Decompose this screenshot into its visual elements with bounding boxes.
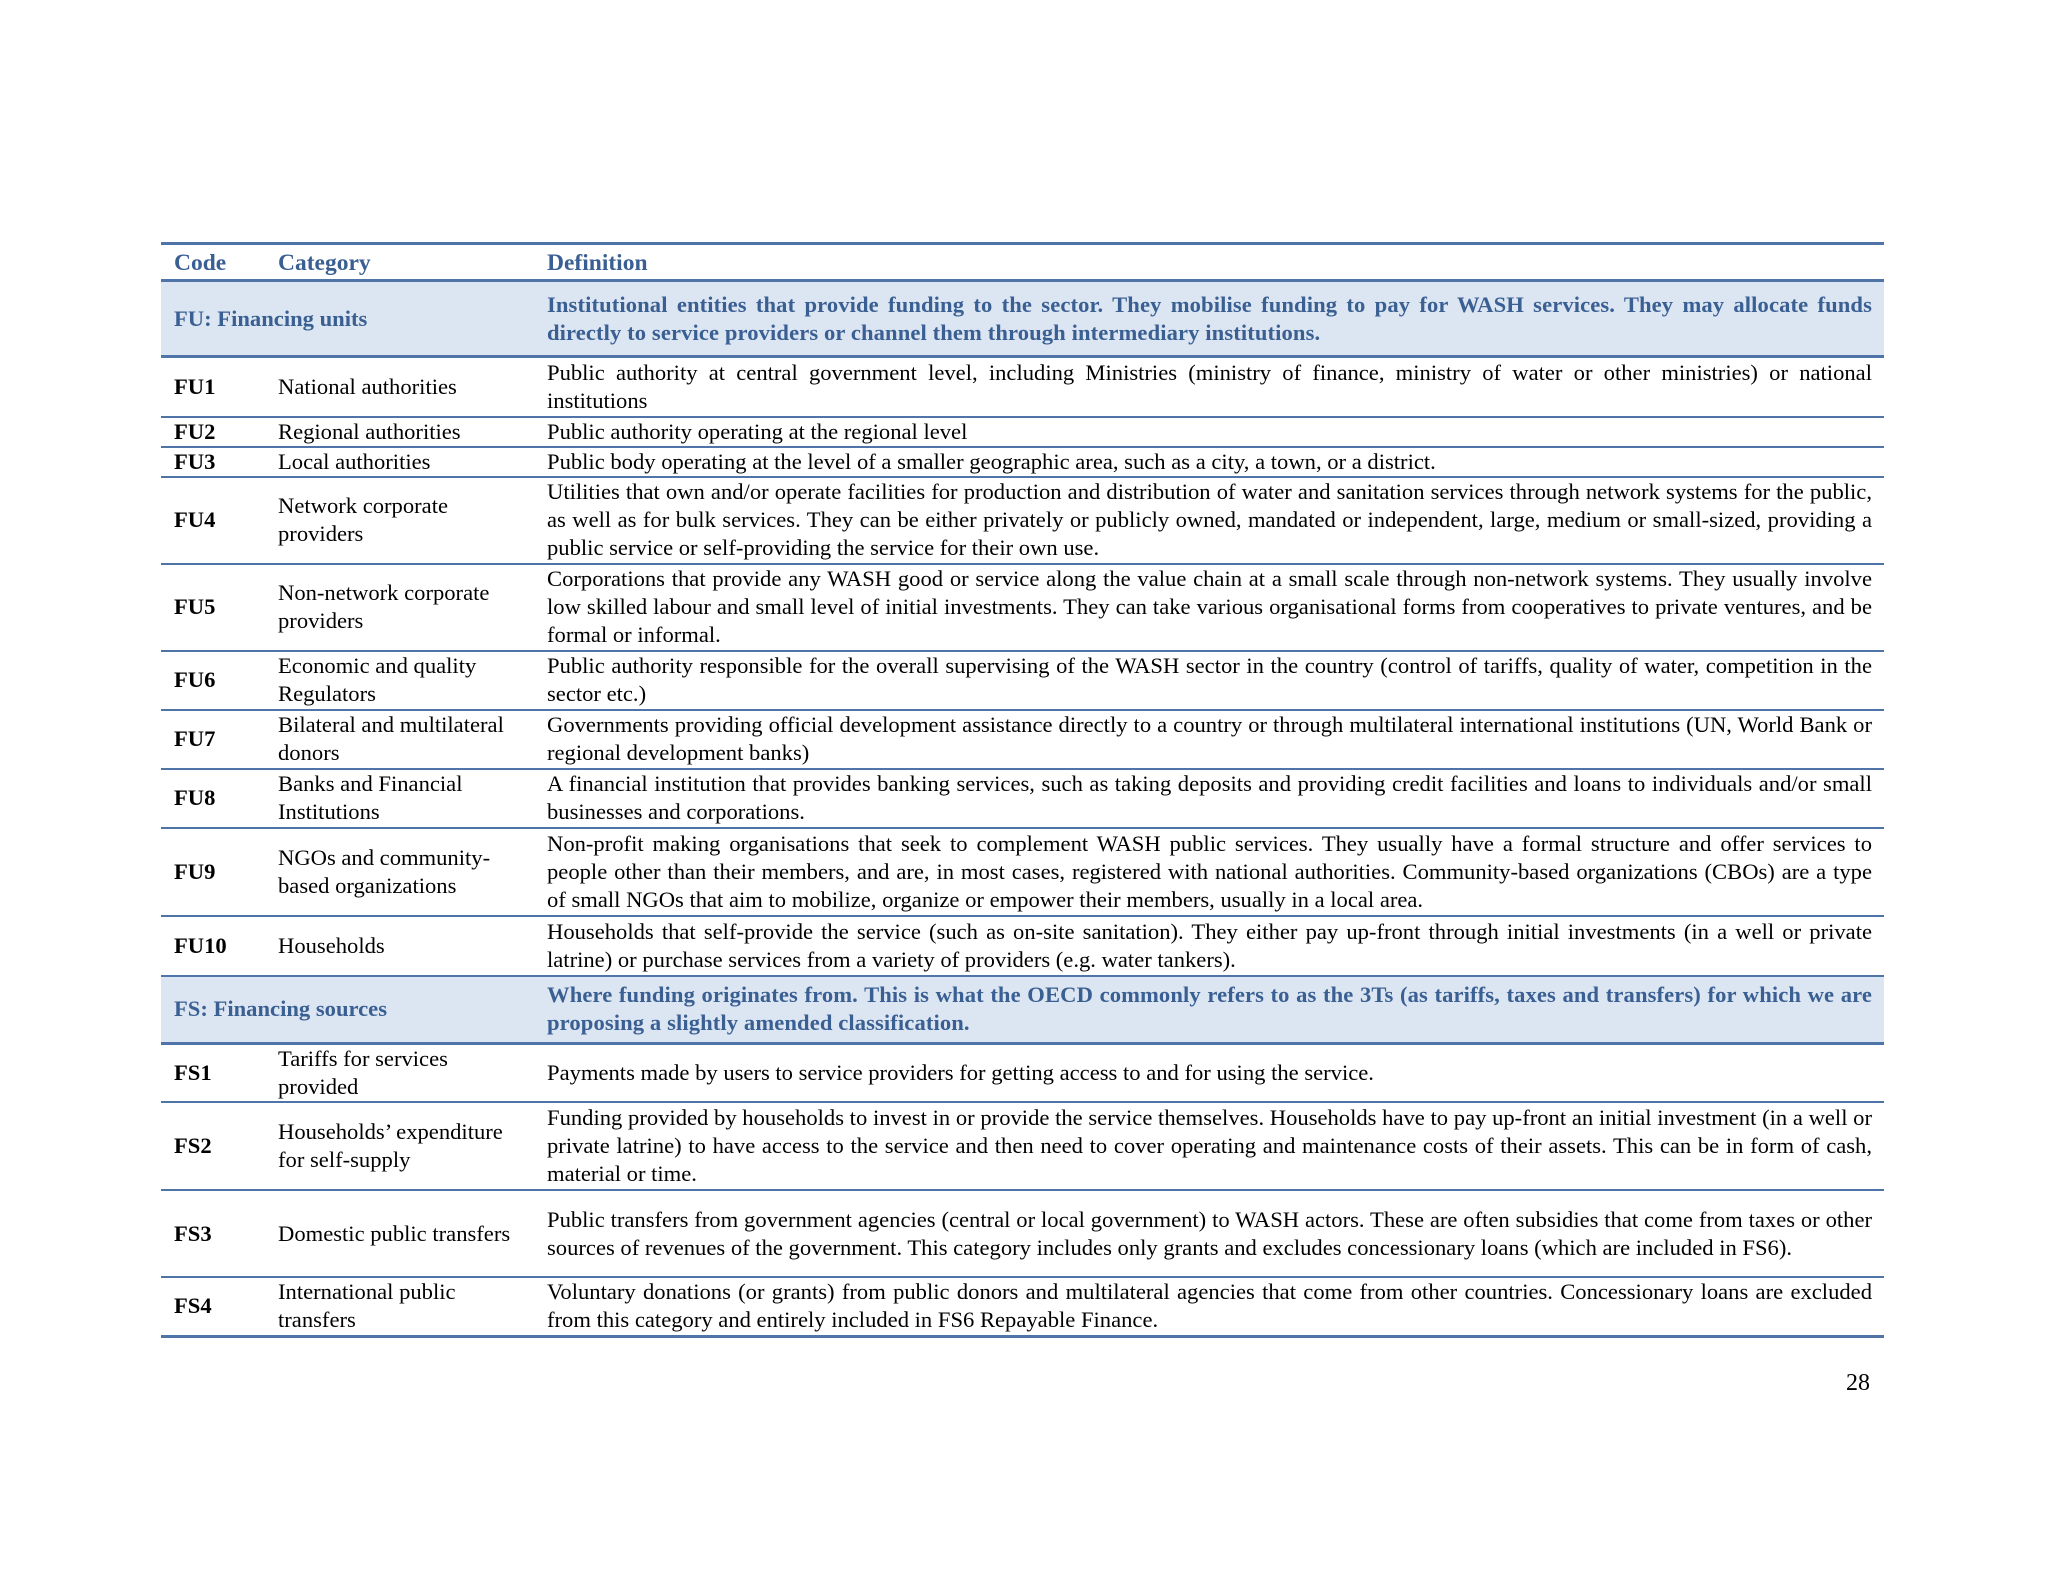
row-code: FU7 — [161, 710, 265, 769]
row-definition: Non-profit making organisations that seek to complement WASH public services. They usually have a formal structure and offer services to people other than their members, and are, in most cases, registered with national authorities. Community-based organizations (CBOs) are a type of small NGOs that aim to mobilize, organize or empower their members, usually in a local area. — [537, 828, 1884, 916]
table-row — [161, 447, 1884, 477]
section-description: Institutional entities that provide funding to the sector. They mobilise funding to pay for WASH services. They may allocate funds directly to service providers or channel them through intermediary institutions. — [537, 281, 1884, 357]
row-category: Economic and quality Regulators — [265, 651, 537, 710]
table-row — [161, 1044, 1884, 1103]
section-description: Where funding originates from. This is what the OECD commonly refers to as the 3Ts (as tariffs, taxes and transfers) for which we are proposing a slightly amended classification. — [537, 976, 1884, 1044]
section-header-row — [161, 976, 1884, 1044]
row-category: Bilateral and multilateral donors — [265, 710, 537, 769]
table-row — [161, 916, 1884, 976]
row-code: FU3 — [161, 447, 265, 477]
row-definition: Public authority responsible for the overall supervising of the WASH sector in the country (control of tariffs, quality of water, competition in the sector etc.) — [537, 651, 1884, 710]
row-code: FU10 — [161, 916, 265, 976]
row-category: NGOs and community-based organizations — [265, 828, 537, 916]
row-category: Regional authorities — [265, 417, 537, 447]
row-definition: A financial institution that provides banking services, such as taking deposits and providing credit facilities and loans to individuals and/or small businesses and corporations. — [537, 769, 1884, 828]
row-definition: Corporations that provide any WASH good or service along the value chain at a small scale through non-network systems. They usually involve low skilled labour and small level of initial investments. They can take various organisational forms from cooperatives to private ventures, and be formal or informal. — [537, 564, 1884, 651]
header-code: Code — [161, 244, 265, 281]
table-row — [161, 1102, 1884, 1190]
section-title: FS: Financing sources — [161, 976, 537, 1044]
row-code: FU1 — [161, 357, 265, 417]
row-code: FS1 — [161, 1044, 265, 1103]
row-category: Non-network corporate providers — [265, 564, 537, 651]
row-category: National authorities — [265, 357, 537, 417]
page-number: 28 — [1846, 1370, 1870, 1396]
table-row — [161, 417, 1884, 447]
table-row — [161, 357, 1884, 417]
table-body — [161, 281, 1884, 1337]
row-code: FU4 — [161, 477, 265, 564]
row-category: Banks and Financial Institutions — [265, 769, 537, 828]
table-row — [161, 710, 1884, 769]
header-definition: Definition — [537, 244, 1884, 281]
section-title: FU: Financing units — [161, 281, 537, 357]
header-category: Category — [265, 244, 537, 281]
row-code: FU6 — [161, 651, 265, 710]
table-row — [161, 769, 1884, 828]
row-definition: Public authority at central government level, including Ministries (ministry of finance, ministry of water or other ministries) or national institutions — [537, 357, 1884, 417]
row-code: FS3 — [161, 1190, 265, 1277]
row-code: FU5 — [161, 564, 265, 651]
table-header-row — [161, 244, 1884, 281]
financing-classification-table — [161, 242, 1884, 1338]
section-header-row — [161, 281, 1884, 357]
row-code: FS4 — [161, 1277, 265, 1336]
row-definition: Public authority operating at the regional level — [537, 417, 1884, 447]
row-definition: Utilities that own and/or operate facilities for production and distribution of water and sanitation services through network systems for the public, as well as for bulk services. They can be either privately or publicly owned, mandated or independent, large, medium or small-sized, providing a public service or self-providing the service for their own use. — [537, 477, 1884, 564]
row-code: FU8 — [161, 769, 265, 828]
row-definition: Payments made by users to service providers for getting access to and for using the service. — [537, 1044, 1884, 1103]
row-category: International public transfers — [265, 1277, 537, 1336]
table-row — [161, 1277, 1884, 1336]
row-definition: Public transfers from government agencies (central or local government) to WASH actors. These are often subsidies that come from taxes or other sources of revenues of the government. This category includes only grants and excludes concessionary loans (which are included in FS6). — [537, 1190, 1884, 1277]
row-category: Network corporate providers — [265, 477, 537, 564]
table-row — [161, 651, 1884, 710]
row-category: Households — [265, 916, 537, 976]
row-code: FU2 — [161, 417, 265, 447]
row-definition: Governments providing official development assistance directly to a country or through multilateral international institutions (UN, World Bank or regional development banks) — [537, 710, 1884, 769]
row-definition: Funding provided by households to invest in or provide the service themselves. Households have to pay up-front an initial investment (in a well or private latrine) to have access to the service and then need to cover operating and maintenance costs of their assets. This can be in form of cash, material or time. — [537, 1102, 1884, 1190]
table-row — [161, 477, 1884, 564]
row-code: FU9 — [161, 828, 265, 916]
table-row — [161, 1190, 1884, 1277]
row-definition: Voluntary donations (or grants) from public donors and multilateral agencies that come from other countries. Concessionary loans are excluded from this category and entirely included in FS6 Repayable Finance. — [537, 1277, 1884, 1336]
row-category: Households’ expenditure for self-supply — [265, 1102, 537, 1190]
row-definition: Public body operating at the level of a smaller geographic area, such as a city, a town, or a district. — [537, 447, 1884, 477]
row-category: Domestic public transfers — [265, 1190, 537, 1277]
table-row — [161, 564, 1884, 651]
row-code: FS2 — [161, 1102, 265, 1190]
row-category: Tariffs for services provided — [265, 1044, 537, 1103]
table-row — [161, 828, 1884, 916]
row-definition: Households that self-provide the service (such as on-site sanitation). They either pay up-front through initial investments (in a well or private latrine) or purchase services from a variety of providers (e.g. water tankers). — [537, 916, 1884, 976]
row-category: Local authorities — [265, 447, 537, 477]
